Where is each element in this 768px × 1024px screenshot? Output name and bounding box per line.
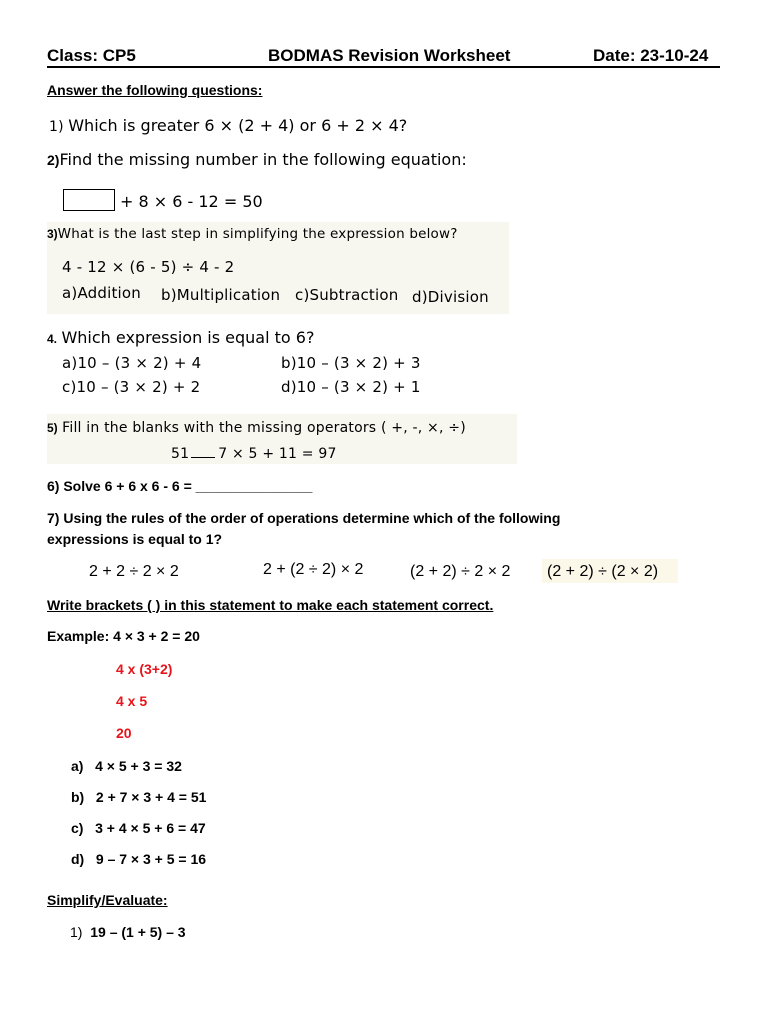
item-text: 9 – 7 × 3 + 5 = 16 — [95, 851, 207, 867]
question-2 — [47, 150, 467, 170]
question-number: 4. — [47, 332, 58, 346]
question-7-line-1: 7) Using the rules of the order of operations determine which of the following — [47, 510, 561, 526]
question-3 — [47, 225, 458, 243]
q5-left-number: 51 — [171, 446, 190, 462]
q4-option-b: b)10 – (3 × 2) + 3 — [281, 354, 421, 372]
question-number: 5) — [47, 421, 58, 435]
question-text: What is the last step in simplifying the expression below? — [57, 226, 458, 242]
example-step-3: 20 — [116, 725, 132, 741]
q7-expression-1: 2 + 2 ÷ 2 × 2 — [89, 563, 179, 580]
q5-right-expression: 7 × 5 + 11 = 97 — [218, 446, 337, 462]
q7-expression-3: (2 + 2) ÷ 2 × 2 — [410, 563, 511, 580]
item-text: 19 – (1 + 5) – 3 — [90, 924, 186, 940]
question-number: 2) — [47, 152, 60, 168]
q3-option-a: a)Addition — [62, 284, 141, 302]
instructions: Answer the following questions: — [47, 82, 263, 98]
q4-option-c: c)10 – (3 × 2) + 2 — [62, 378, 201, 396]
item-label: a) — [71, 758, 84, 774]
example-step-1: 4 x (3+2) — [116, 661, 173, 677]
brackets-heading: Write brackets ( ) in this statement to make each statement correct. — [47, 597, 494, 613]
item-label: 1) — [70, 924, 83, 940]
question-text: Which expression is equal to 6? — [61, 328, 315, 347]
q3-option-d: d)Division — [412, 288, 489, 306]
item-text: 2 + 7 × 3 + 4 = 51 — [95, 789, 207, 805]
simplify-heading: Simplify/Evaluate: — [47, 892, 168, 908]
item-label: c) — [71, 820, 84, 836]
question-7-line-2: expressions is equal to 1? — [47, 531, 223, 547]
date-label: Date: 23-10-24 — [593, 46, 709, 65]
item-text: 4 × 5 + 3 = 32 — [95, 758, 182, 774]
question-6: 6) Solve 6 + 6 x 6 - 6 = _______________ — [47, 478, 313, 494]
missing-number-box[interactable] — [63, 189, 115, 211]
page-title: BODMAS Revision Worksheet — [268, 46, 511, 65]
example-step-2: 4 x 5 — [116, 693, 148, 709]
header-rule — [47, 66, 720, 68]
question-number: 1) — [49, 119, 64, 135]
simplify-item-1 — [70, 924, 186, 940]
question-1 — [49, 116, 407, 136]
brackets-example: Example: 4 × 3 + 2 = 20 — [47, 628, 200, 644]
q3-option-c: c)Subtraction — [295, 286, 399, 304]
item-label: b) — [71, 789, 85, 805]
question-text: Find the missing number in the following equation: — [59, 150, 467, 169]
question-text: Which is greater 6 × (2 + 4) or 6 + 2 × 4? — [68, 116, 408, 135]
question-5 — [47, 419, 466, 437]
q7-expression-2: 2 + (2 ÷ 2) × 2 — [263, 561, 364, 578]
q4-option-a: a)10 – (3 × 2) + 4 — [62, 354, 202, 372]
brackets-item-b — [71, 789, 206, 805]
question-text: Fill in the blanks with the missing operators ( +, -, ×, ÷) — [62, 420, 466, 436]
question-4 — [47, 328, 314, 348]
brackets-item-a — [71, 758, 182, 774]
q7-expression-4: (2 + 2) ÷ (2 × 2) — [547, 563, 659, 580]
q2-equation: + 8 × 6 - 12 = 50 — [120, 192, 263, 211]
question-number: 3) — [47, 227, 58, 241]
q5-equation — [171, 446, 337, 462]
q3-expression: 4 - 12 × (6 - 5) ÷ 4 - 2 — [62, 258, 235, 276]
q4-option-d: d)10 – (3 × 2) + 1 — [281, 378, 421, 396]
brackets-item-c — [71, 820, 206, 836]
q5-blank[interactable] — [191, 457, 215, 458]
item-label: d) — [71, 851, 85, 867]
q3-option-b: b)Multiplication — [161, 286, 281, 304]
item-text: 3 + 4 × 5 + 6 = 47 — [95, 820, 206, 836]
class-label: Class: CP5 — [47, 46, 136, 65]
brackets-item-d — [71, 851, 206, 867]
